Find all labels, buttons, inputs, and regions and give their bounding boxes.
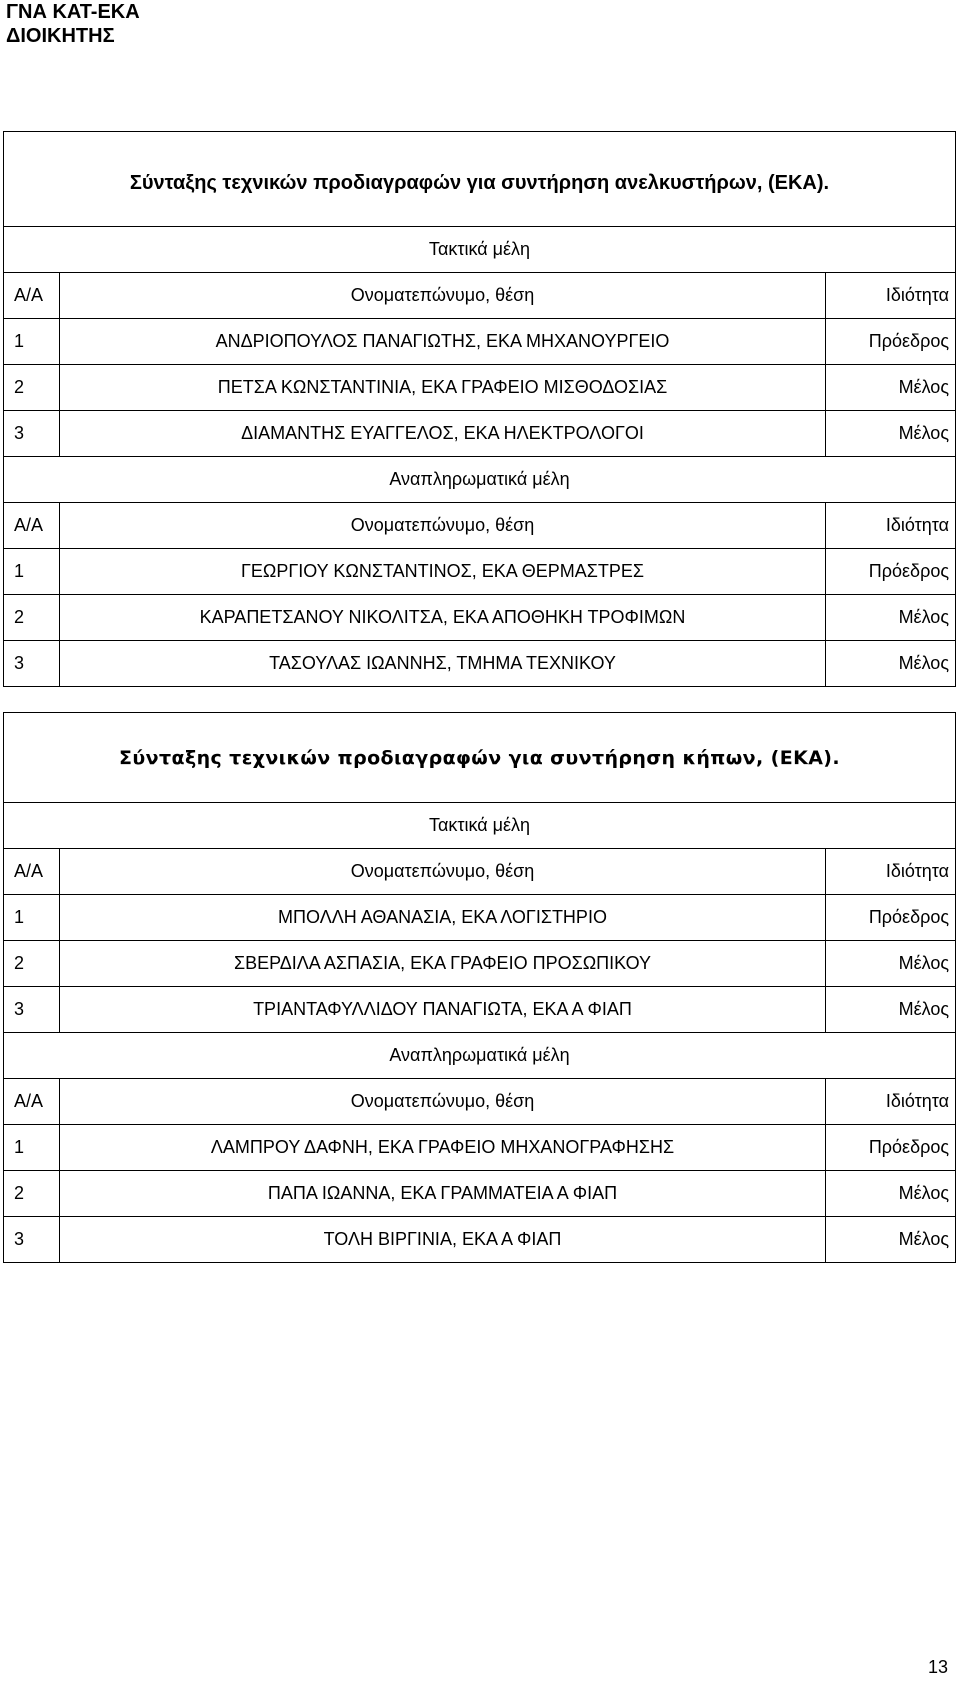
member-name: ΣΒΕΡΔΙΛΑ ΑΣΠΑΣΙΑ, ΕΚΑ ΓΡΑΦΕΙΟ ΠΡΟΣΩΠΙΚΟΥ (60, 941, 826, 987)
member-role: Μέλος (826, 595, 956, 641)
table-row (4, 549, 956, 595)
section-heading-row (4, 227, 956, 273)
column-header-aa: Α/Α (4, 503, 60, 549)
table-row (4, 1217, 956, 1263)
table-row (4, 941, 956, 987)
committee-table-gardens (3, 712, 956, 1263)
committee-title-row (4, 132, 956, 227)
column-header-row (4, 273, 956, 319)
column-header-name: Ονοματεπώνυμο, θέση (60, 503, 826, 549)
member-role: Μέλος (826, 1217, 956, 1263)
column-header-row (4, 1079, 956, 1125)
member-name: ΠΕΤΣΑ ΚΩΝΣΤΑΝΤΙΝΙΑ, ΕΚΑ ΓΡΑΦΕΙΟ ΜΙΣΘΟΔΟΣΙΑΣ (60, 365, 826, 411)
document-header (6, 0, 140, 48)
committee-table-elevators (3, 131, 956, 687)
member-number: 1 (4, 319, 60, 365)
member-name: ΚΑΡΑΠΕΤΣΑΝΟΥ ΝΙΚΟΛΙΤΣΑ, ΕΚΑ ΑΠΟΘΗΚΗ ΤΡΟΦΙΜΩΝ (60, 595, 826, 641)
member-role: Μέλος (826, 987, 956, 1033)
member-role: Μέλος (826, 641, 956, 687)
member-number: 3 (4, 641, 60, 687)
table-row (4, 1171, 956, 1217)
member-number: 2 (4, 365, 60, 411)
table-row (4, 641, 956, 687)
member-number: 1 (4, 1125, 60, 1171)
member-name: ΠΑΠΑ ΙΩΑΝΝΑ, ΕΚΑ ΓΡΑΜΜΑΤΕΙΑ Α ΦΙΑΠ (60, 1171, 826, 1217)
column-header-aa: Α/Α (4, 1079, 60, 1125)
member-number: 2 (4, 1171, 60, 1217)
member-name: ΔΙΑΜΑΝΤΗΣ ΕΥΑΓΓΕΛΟΣ, ΕΚΑ ΗΛΕΚΤΡΟΛΟΓΟΙ (60, 411, 826, 457)
column-header-aa: Α/Α (4, 849, 60, 895)
page-number: 13 (927, 1657, 948, 1677)
column-header-aa: Α/Α (4, 273, 60, 319)
member-number: 2 (4, 941, 60, 987)
member-number: 2 (4, 595, 60, 641)
alternate-members-heading: Αναπληρωματικά μέλη (4, 457, 956, 503)
member-role: Μέλος (826, 941, 956, 987)
section-heading-row (4, 457, 956, 503)
member-number: 3 (4, 987, 60, 1033)
column-header-name: Ονοματεπώνυμο, θέση (60, 273, 826, 319)
member-number: 3 (4, 411, 60, 457)
member-role: Πρόεδρος (826, 549, 956, 595)
column-header-role: Ιδιότητα (826, 1079, 956, 1125)
section-heading-row (4, 803, 956, 849)
member-name: ΤΟΛΗ ΒΙΡΓΙΝΙΑ, ΕΚΑ Α ΦΙΑΠ (60, 1217, 826, 1263)
member-role: Πρόεδρος (826, 895, 956, 941)
member-role: Μέλος (826, 365, 956, 411)
member-name: ΜΠΟΛΛΗ ΑΘΑΝΑΣΙΑ, ΕΚΑ ΛΟΓΙΣΤΗΡΙΟ (60, 895, 826, 941)
table-row (4, 365, 956, 411)
member-name: ΛΑΜΠΡΟΥ ΔΑΦΝΗ, ΕΚΑ ΓΡΑΦΕΙΟ ΜΗΧΑΝΟΓΡΑΦΗΣΗΣ (60, 1125, 826, 1171)
organization-name: ΓΝΑ ΚΑΤ-ΕΚΑ (6, 1, 140, 23)
member-role: Πρόεδρος (826, 319, 956, 365)
regular-members-heading: Τακτικά μέλη (4, 803, 956, 849)
member-number: 3 (4, 1217, 60, 1263)
committee-title: Σύνταξης τεχνικών προδιαγραφών για συντήρηση κήπων, (ΕΚΑ). (4, 713, 956, 803)
column-header-name: Ονοματεπώνυμο, θέση (60, 849, 826, 895)
column-header-role: Ιδιότητα (826, 849, 956, 895)
alternate-members-heading: Αναπληρωματικά μέλη (4, 1033, 956, 1079)
member-role: Μέλος (826, 1171, 956, 1217)
member-name: ΑΝΔΡΙΟΠΟΥΛΟΣ ΠΑΝΑΓΙΩΤΗΣ, ΕΚΑ ΜΗΧΑΝΟΥΡΓΕΙΟ (60, 319, 826, 365)
table-row (4, 987, 956, 1033)
table-row (4, 411, 956, 457)
member-role: Πρόεδρος (826, 1125, 956, 1171)
table-row (4, 595, 956, 641)
column-header-name: Ονοματεπώνυμο, θέση (60, 1079, 826, 1125)
table-row (4, 1125, 956, 1171)
member-number: 1 (4, 549, 60, 595)
column-header-role: Ιδιότητα (826, 503, 956, 549)
column-header-row (4, 849, 956, 895)
committee-title-row (4, 713, 956, 803)
member-name: ΤΡΙΑΝΤΑΦΥΛΛΙΔΟΥ ΠΑΝΑΓΙΩΤΑ, ΕΚΑ Α ΦΙΑΠ (60, 987, 826, 1033)
member-number: 1 (4, 895, 60, 941)
member-role: Μέλος (826, 411, 956, 457)
table-row (4, 895, 956, 941)
organization-role: ΔΙΟΙΚΗΤΗΣ (6, 25, 115, 47)
section-heading-row (4, 1033, 956, 1079)
member-name: ΓΕΩΡΓΙΟΥ ΚΩΝΣΤΑΝΤΙΝΟΣ, ΕΚΑ ΘΕΡΜΑΣΤΡΕΣ (60, 549, 826, 595)
member-name: ΤΑΣΟΥΛΑΣ ΙΩΑΝΝΗΣ, ΤΜΗΜΑ ΤΕΧΝΙΚΟΥ (60, 641, 826, 687)
table-row (4, 319, 956, 365)
column-header-row (4, 503, 956, 549)
regular-members-heading: Τακτικά μέλη (4, 227, 956, 273)
column-header-role: Ιδιότητα (826, 273, 956, 319)
committee-title: Σύνταξης τεχνικών προδιαγραφών για συντήρηση ανελκυστήρων, (ΕΚΑ). (4, 132, 956, 227)
